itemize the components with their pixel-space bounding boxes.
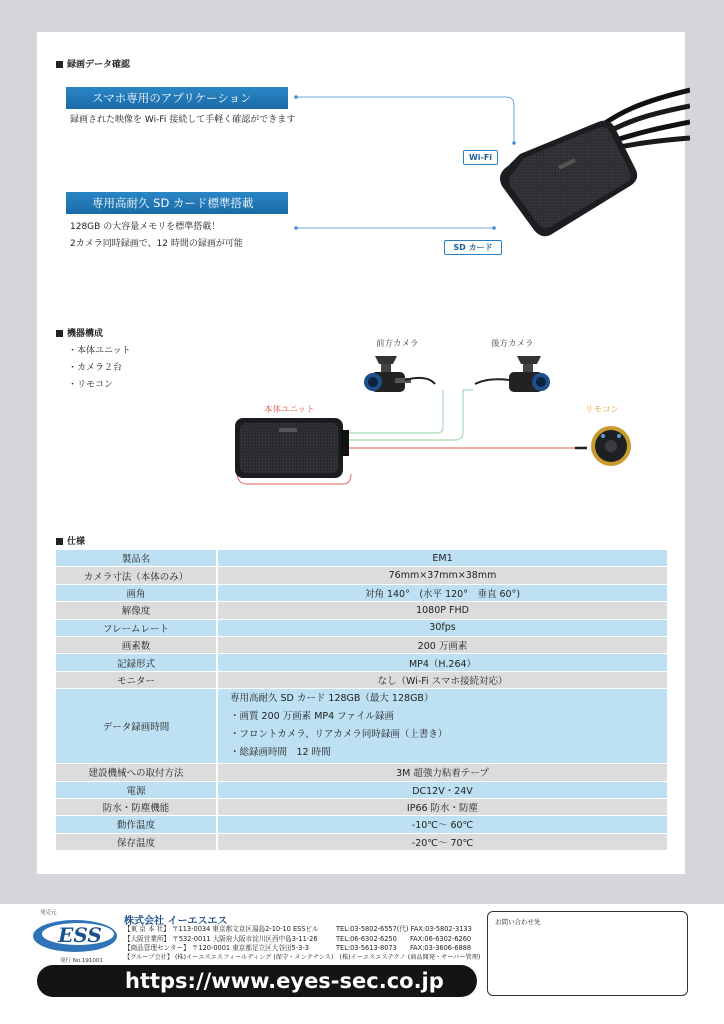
table-row: 製品名 EM1	[56, 550, 667, 567]
website-url[interactable]: https://www.eyes-sec.co.jp	[37, 965, 477, 997]
remote-label: リモコン	[585, 405, 620, 415]
equipment-diagram	[225, 350, 645, 500]
table-row: 建設機械への取付方法 3M 超強力粘着テープ	[56, 764, 667, 781]
table-row: 電源 DC12V・24V	[56, 781, 667, 798]
sdcard-line-1: 128GB の大容量メモリを標準搭載！	[70, 222, 221, 232]
table-row: 画素数 200 万画素	[56, 636, 667, 653]
phone-osaka: TEL:06-6302-6250 FAX:06-6302-6260	[336, 935, 472, 943]
equipment-item: ・リモコン	[68, 380, 114, 390]
table-row: 保存温度 -20℃～ 70℃	[56, 833, 667, 850]
bullet-square-icon	[56, 61, 63, 68]
svg-text:ESS: ESS	[58, 923, 102, 947]
company-name: 株式会社 イーエスエス	[124, 916, 228, 927]
main-unit-illustration	[235, 418, 349, 478]
spec-table	[56, 550, 667, 851]
front-camera-illustration	[364, 356, 435, 392]
table-row: モニター なし（Wi-Fi スマホ接続対応）	[56, 671, 667, 688]
remote-illustration	[575, 426, 631, 466]
phone-tokyo: TEL:03-5802-6557(代) FAX:03-5802-3133	[336, 925, 472, 933]
sdcard-tag: SD カード	[444, 240, 502, 255]
equipment-section-title: 機器構成	[56, 326, 103, 339]
sdcard-banner: 専用高耐久 SD カード標準搭載	[66, 192, 288, 214]
equipment-item: ・カメラ２台	[68, 363, 123, 373]
app-banner: スマホ専用のアプリケーション	[66, 87, 288, 109]
table-row: 防水・防塵機能 IP66 防水・防塵	[56, 798, 667, 815]
table-row: 画角 対角 140° (水平 120° 垂直 60°)	[56, 584, 667, 601]
phone-center: TEL:03-5613-8073 FAX:03-3606-6888	[336, 944, 472, 952]
ess-logo-icon	[30, 914, 120, 956]
table-row: カメラ寸法（本体のみ） 76mm×37mm×38mm	[56, 567, 667, 584]
table-row: データ録画時間 専用高耐久 SD カード 128GB（最大 128GB） ・画質 200 万画素 MP4 ファイル録画 ・フロントカメラ、リアカメラ同時録画（上書き） ・総録画時間 12 時間	[56, 689, 667, 764]
contact-box	[487, 911, 688, 996]
rear-camera-illustration	[475, 356, 550, 392]
bullet-square-icon	[56, 538, 63, 545]
issue-number: 発行 No.191001	[60, 958, 103, 964]
table-row: 記録形式 MP4（H.264）	[56, 654, 667, 671]
front-camera-label: 前方カメラ	[376, 339, 419, 349]
table-row: 動作温度 -10℃～ 60℃	[56, 816, 667, 833]
main-unit-label: 本体ユニット	[264, 405, 315, 415]
group-companies: 【グループ会社】 (株)イーエスエスフィールディング (保守・メンテナンス) (株)イーエスエステクノ (商品開発・サーバー管理)	[124, 954, 481, 961]
address-osaka: 【大阪営業所】 〒532-0011 大阪府大阪市淀川区西中島3-11-26	[124, 935, 318, 943]
recording-section-title: 録画データ確認	[56, 57, 130, 70]
bullet-square-icon	[56, 330, 63, 337]
table-row: フレームレート 30fps	[56, 619, 667, 636]
rear-camera-label: 後方カメラ	[491, 339, 534, 349]
address-tokyo: 【東 京 本 社】 〒113-0034 東京都文京区湯島2-10-10 ESSビル	[124, 925, 319, 933]
contact-label: お問い合わせ先	[495, 918, 541, 926]
equipment-item: ・本体ユニット	[68, 346, 131, 356]
spec-section-title: 仕様	[56, 534, 85, 547]
wifi-tag: Wi-Fi	[463, 150, 498, 165]
sdcard-line-2: 2カメラ同時録画で、12 時間の録画が可能	[70, 239, 243, 249]
publisher-label: 発売元	[40, 910, 57, 916]
table-row: 解像度 1080P FHD	[56, 602, 667, 619]
app-description: 録画された映像を Wi-Fi 接続して手軽く確認ができます	[70, 115, 296, 125]
dashcam-unit-illustration	[480, 62, 690, 262]
address-center: 【商品管理センター】 〒120-0001 東京都足立区大谷田5-3-3	[124, 944, 309, 952]
